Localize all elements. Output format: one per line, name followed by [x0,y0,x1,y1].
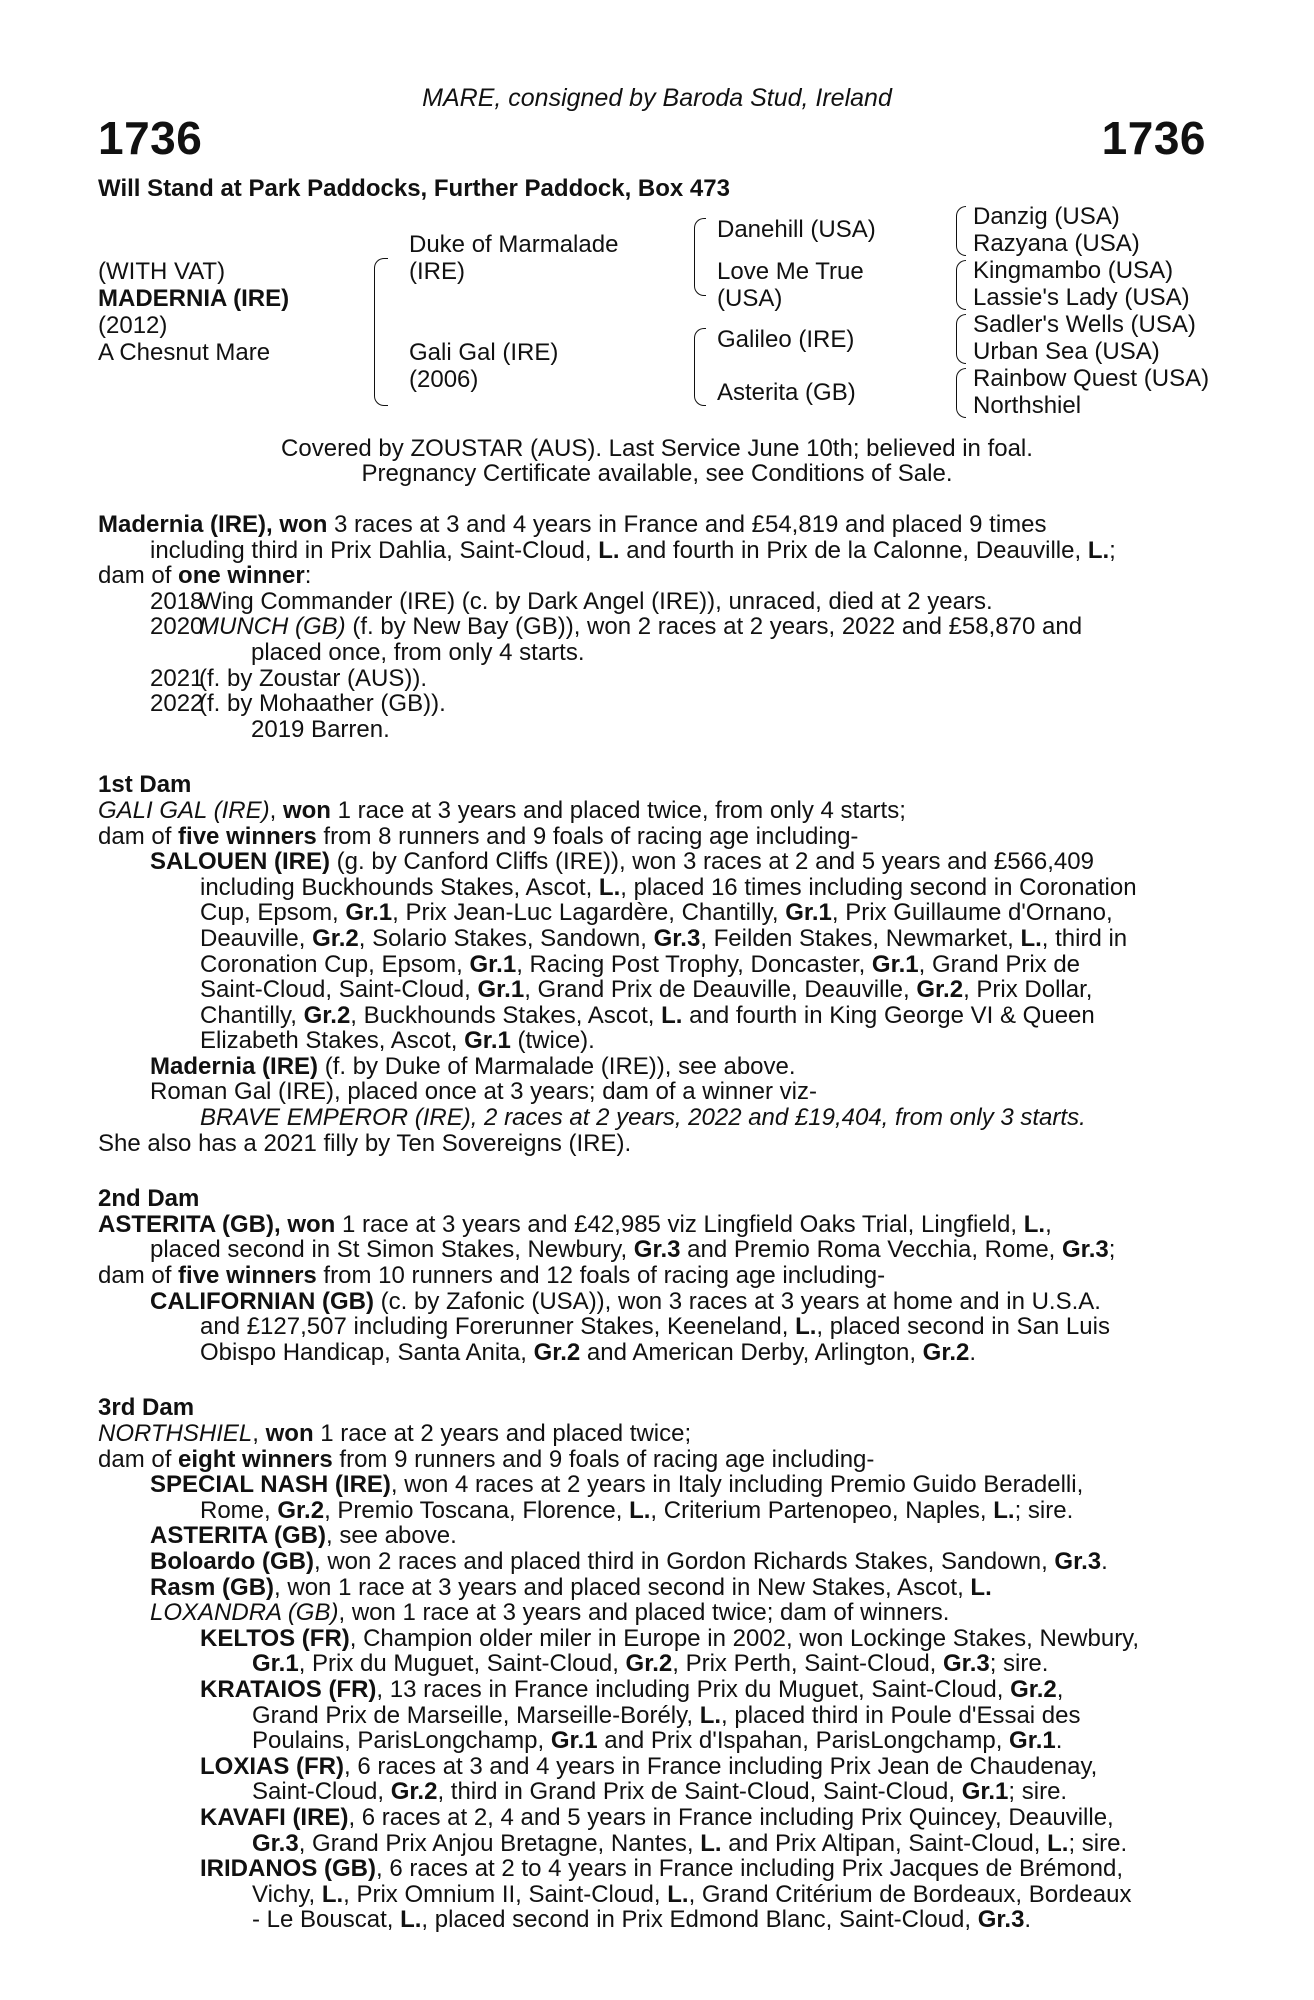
consignor-line: MARE, consigned by Baroda Stud, Ireland [422,84,892,112]
brace-gen1 [374,258,388,406]
section-title: 3rd Dam [98,1394,195,1422]
mare-text: dam of [98,562,179,590]
sire: Duke of Marmalade [409,231,619,258]
covered-line-1: Covered by ZOUSTAR (AUS). Last Service June 10th; believed in foal. [281,435,1033,462]
sire-sire-dam: Razyana (USA) [973,230,1140,257]
runner-name: SPECIAL NASH (IRE) [150,1471,391,1499]
progeny-row: 2019 Barren. [251,715,390,743]
sire-country: (IRE) [409,258,465,285]
runner-name: LOXIAS (FR) [200,1752,344,1780]
runner-name: SALOUEN (IRE) [150,848,330,876]
runner-name: KAVAFI (IRE) [200,1803,349,1831]
winners-count: one winner [178,562,305,590]
sire-sire: Danehill (USA) [717,216,876,243]
progeny-row: 2021(f. by Zoustar (AUS)). [150,664,428,692]
subject-year: (2012) [98,312,168,339]
dam-year: (2006) [409,366,479,393]
dam-name: GALI GAL (IRE) [98,796,270,824]
sire-dam-dam: Lassie's Lady (USA) [973,284,1190,311]
dam-dam-sire: Rainbow Quest (USA) [973,365,1210,392]
runner-name: KRATAIOS (FR) [200,1675,377,1703]
subject-name: MADERNIA (IRE) [98,285,290,312]
runner-name: KELTOS (FR) [200,1624,350,1652]
mare-text: including third in Prix Dahlia, Saint-Cloud, [150,536,599,564]
vat-note: (WITH VAT) [98,258,226,285]
dam-name: ASTERITA (GB) [98,1210,274,1238]
listed-tag: L. [598,536,620,564]
dam-sire-dam: Urban Sea (USA) [973,338,1160,365]
mare-text: : [304,562,312,590]
brace-gen3-4 [956,368,966,418]
catalogue-body [98,512,1208,1933]
runner-name: IRIDANOS (GB) [200,1855,376,1883]
listed-tag: L. [1087,536,1110,564]
dam-dam: Asterita (GB) [717,379,856,406]
runner-name: Boloardo (GB) [150,1547,314,1575]
covered-line-2: Pregnancy Certificate available, see Conditions of Sale. [361,460,953,487]
progeny-row: 2020MUNCH (GB) (f. by New Bay (GB)), won 2 races at 2 years, 2022 and £58,870 and [150,613,1083,641]
brace-gen3-3 [956,314,966,364]
progeny-row: 2018Wing Commander (IRE) (c. by Dark Angel (IRE)), unraced, died at 2 years. [150,587,993,615]
section-title: 2nd Dam [98,1185,200,1213]
lot-number-right: 1736 [1101,112,1206,164]
sire-sire-sire: Danzig (USA) [973,203,1120,230]
dam-sire-sire: Sadler's Wells (USA) [973,311,1196,338]
runner-name: Rasm (GB) [150,1573,275,1601]
progeny-row: placed once, from only 4 starts. [251,638,585,666]
dam-name: NORTHSHIEL [98,1420,253,1447]
progeny-row: 2022(f. by Mohaather (GB)). [150,690,446,718]
dam-dam-dam: Northshiel [973,392,1082,419]
lot-number-left: 1736 [98,112,203,164]
mare-name: Madernia (IRE) [98,511,267,538]
brace-gen3-1 [956,206,966,256]
section-title: 1st Dam [98,771,192,799]
runner-name: BRAVE EMPEROR (IRE) [200,1104,471,1132]
subject-description: A Chesnut Mare [98,339,271,366]
runner-name: ASTERITA (GB) [150,1522,326,1550]
sire-dam-sire: Kingmambo (USA) [973,257,1174,284]
mare-text: and fourth in Prix de la Calonne, Deauville, [619,536,1088,564]
first-dam-section: 1st Dam GALI GAL (IRE), won 1 race at 3 years and placed twice, from only 4 starts; dam of five winners from 8 runners and 9 foals of racing age including- SALOUEN (IRE) (g. by Canford Cliffs (IRE)), won 3 races at 2 and 5 years and £566,409 including Buckhounds Stakes, Ascot, L., placed 16 times including second in Coronation Cup, Epsom, Gr.1, Prix Jean-Luc Lagardère, Chantilly, Gr.1, Prix Guillaume d'Ornano, Deauville, Gr.2, Solario Stakes, Sandown, Gr.3, Feilden Stakes, Newmarket, L., third in Coronation Cup, Epsom, Gr.1, Racing Post Trophy, Doncaster, Gr.1, Grand Prix de Saint-Cloud, Saint-Cloud, Gr.1, Grand Prix de Deauville, Deauville, Gr.2, Prix Dollar, Chantilly, Gr.2, Buckhounds Stakes, Ascot, L. and fourth in King George VI & Queen Elizabeth Stakes, Ascot, Gr.1 (twice). Madernia (IRE) (f. by Duke of Marmalade (IRE)), see above. Roman Gal (IRE), placed once at 3 years; dam of a winner viz- BRAVE EMPEROR (IRE), 2 races at 2 years, 2022 and £19,404, from only 3 starts. She also has a 2021 filly by Ten Sovereigns (IRE). [98,772,1208,1156]
sire-dam-country: (USA) [717,285,783,312]
runner-name: LOXANDRA (GB) [150,1599,339,1627]
dam-sire: Galileo (IRE) [717,326,855,353]
runner-name: Madernia (IRE) [150,1052,319,1080]
mare-text: ; [1109,536,1116,564]
third-dam-section: 3rd Dam NORTHSHIEL, won 1 race at 2 years and placed twice; dam of eight winners from 9 runners and 9 foals of racing age including- SPECIAL NASH (IRE), won 4 races at 2 years in Italy including Premio Guido Beradelli, Rome, Gr.2, Premio Toscana, Florence, L., Criterium Partenopeo, Naples, L.; sire. ASTERITA (GB), see above. Boloardo (GB), won 2 races and placed third in Gordon Richards Stakes, Sandown, Gr.3. Rasm (GB), won 1 race at 3 years and placed second in New Stakes, Ascot, L. LOXANDRA (GB), won 1 race at 3 years and placed twice; dam of winners. KELTOS (FR), Champion older miler in Europe in 2002, won Lockinge Stakes, Newbury, Gr.1, Prix du Muguet, Saint-Cloud, Gr.2, Prix Perth, Saint-Cloud, Gr.3; sire. KRATAIOS (FR), 13 races in France including Prix du Muguet, Saint-Cloud, Gr.2, Grand Prix de Marseille, Marseille-Borély, L., placed third in Poule d'Essai des Poulains, ParisLongchamp, Gr.1 and Prix d'Ispahan, ParisLongchamp, Gr.1. LOXIAS (FR), 6 races at 3 and 4 years in France including Prix Jean de Chaudenay, Saint-Cloud, Gr.2, third in Grand Prix de Saint-Cloud, Saint-Cloud, Gr.1; sire. KAVAFI (IRE), 6 races at 2, 4 and 5 years in France including Prix Quincey, Deauville, Gr.3, Grand Prix Anjou Bretagne, Nantes, L. and Prix Altipan, Saint-Cloud, L.; sire. IRIDANOS (GB), 6 races at 2 to 4 years in France including Prix Jacques de Brémond, Vichy, L., Prix Omnium II, Saint-Cloud, L., Grand Critérium de Bordeaux, Bordeaux - Le Bouscat, L., placed second in Prix Edmond Blanc, Saint-Cloud, Gr.3. [98,1395,1208,1932]
dam: Gali Gal (IRE) [409,339,559,366]
sire-dam: Love Me True [717,258,864,285]
mare-paragraph: Madernia (IRE), won 3 races at 3 and 4 years in France and £54,819 and placed 9 times including third in Prix Dahlia, Saint-Cloud, L. and fourth in Prix de la Calonne, Deauville, L.; dam of one winner: 2018Wing Commander (IRE) (c. by Dark Angel (IRE)), unraced, died at 2 years. 2020MUNCH (GB) (f. by New Bay (GB)), won 2 races at 2 years, 2022 and £58,870 and placed once, from only 4 starts. 2021(f. by Zoustar (AUS)). 2022(f. by Mohaather (GB)). 2019 Barren. [98,512,1208,742]
runner-name: CALIFORNIAN (GB) [150,1287,374,1315]
won-word: won [279,511,328,538]
brace-gen2-sire [694,218,706,296]
mare-text: 3 races at 3 and 4 years in France and £54,819 and placed 9 times [327,511,1047,538]
stand-line: Will Stand at Park Paddocks, Further Paddock, Box 473 [98,175,730,202]
brace-gen2-dam [694,328,706,406]
second-dam-section: 2nd Dam ASTERITA (GB), won 1 race at 3 years and £42,985 viz Lingfield Oaks Trial, Lingfield, L., placed second in St Simon Stakes, Newbury, Gr.3 and Premio Roma Vecchia, Rome, Gr.3; dam of five winners from 10 runners and 12 foals of racing age including- CALIFORNIAN (GB) (c. by Zafonic (USA)), won 3 races at 3 years at home and in U.S.A. and £127,507 including Forerunner Stakes, Keeneland, L., placed second in San Luis Obispo Handicap, Santa Anita, Gr.2 and American Derby, Arlington, Gr.2. [98,1186,1208,1365]
brace-gen3-2 [956,260,966,310]
